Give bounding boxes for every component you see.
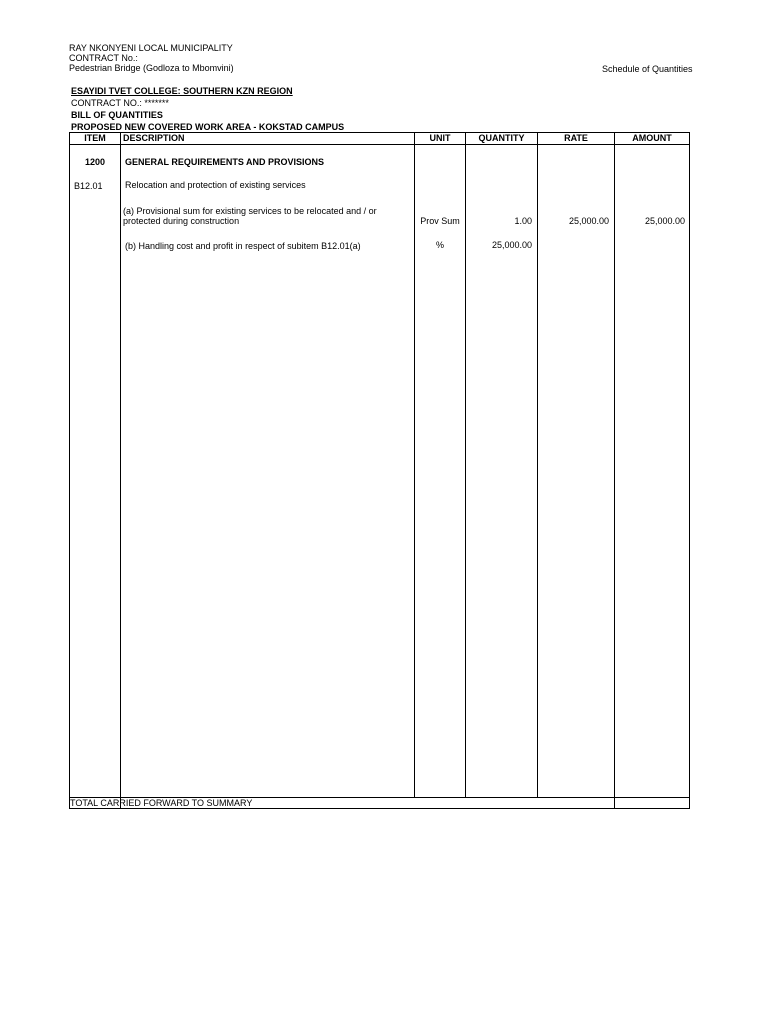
column-header-quantity: QUANTITY [478,133,525,143]
row-unit: % [435,240,444,250]
column-header-unit: UNIT [429,133,451,143]
quantity-column-divider [537,132,538,798]
row-description-line1: (a) Provisional sum for existing services to be relocated and / or [123,206,377,216]
municipality-name: RAY NKONYENI LOCAL MUNICIPALITY [69,43,233,53]
description-column-divider [414,132,415,798]
row-rate: 25,000.00 [568,216,609,226]
column-header-rate: RATE [564,133,588,143]
row-amount: 25,000.00 [644,216,685,226]
row-quantity: 1.00 [514,216,532,226]
row-unit: Prov Sum [420,216,460,226]
boq-title: BILL OF QUANTITIES [71,110,163,120]
proposal-title: PROPOSED NEW COVERED WORK AREA - KOKSTAD CAMPUS [71,122,345,132]
row-description: Relocation and protection of existing services [125,180,306,190]
column-header-item: ITEM [84,133,106,143]
project-name: Pedestrian Bridge (Godloza to Mbomvini) [69,63,234,73]
total-carried-forward-label: TOTAL CARRIED FORWARD TO SUMMARY [70,798,253,808]
table-bottom-border [69,808,690,809]
column-header-description: DESCRIPTION [123,133,185,143]
row-item-number: B12.01 [74,181,103,191]
header-bottom-border [69,144,690,145]
column-header-amount: AMOUNT [632,133,672,143]
row-quantity: 25,000.00 [491,240,532,250]
section-item-number: 1200 [84,157,106,167]
row-description: (b) Handling cost and profit in respect of subitem B12.01(a) [125,241,361,251]
row-description-line2: protected during construction [123,216,240,226]
contract-no: CONTRACT NO.: ******* [71,98,169,108]
college-title: ESAYIDI TVET COLLEGE: SOUTHERN KZN REGION [71,86,293,96]
table-left-border [69,132,70,809]
table-right-border [689,132,690,809]
schedule-label: Schedule of Quantities [602,64,693,74]
unit-column-divider [465,132,466,798]
section-title: GENERAL REQUIREMENTS AND PROVISIONS [125,157,325,167]
rate-column-divider [614,132,615,809]
item-column-divider [120,132,121,809]
contract-number-label: CONTRACT No.: [69,53,138,63]
